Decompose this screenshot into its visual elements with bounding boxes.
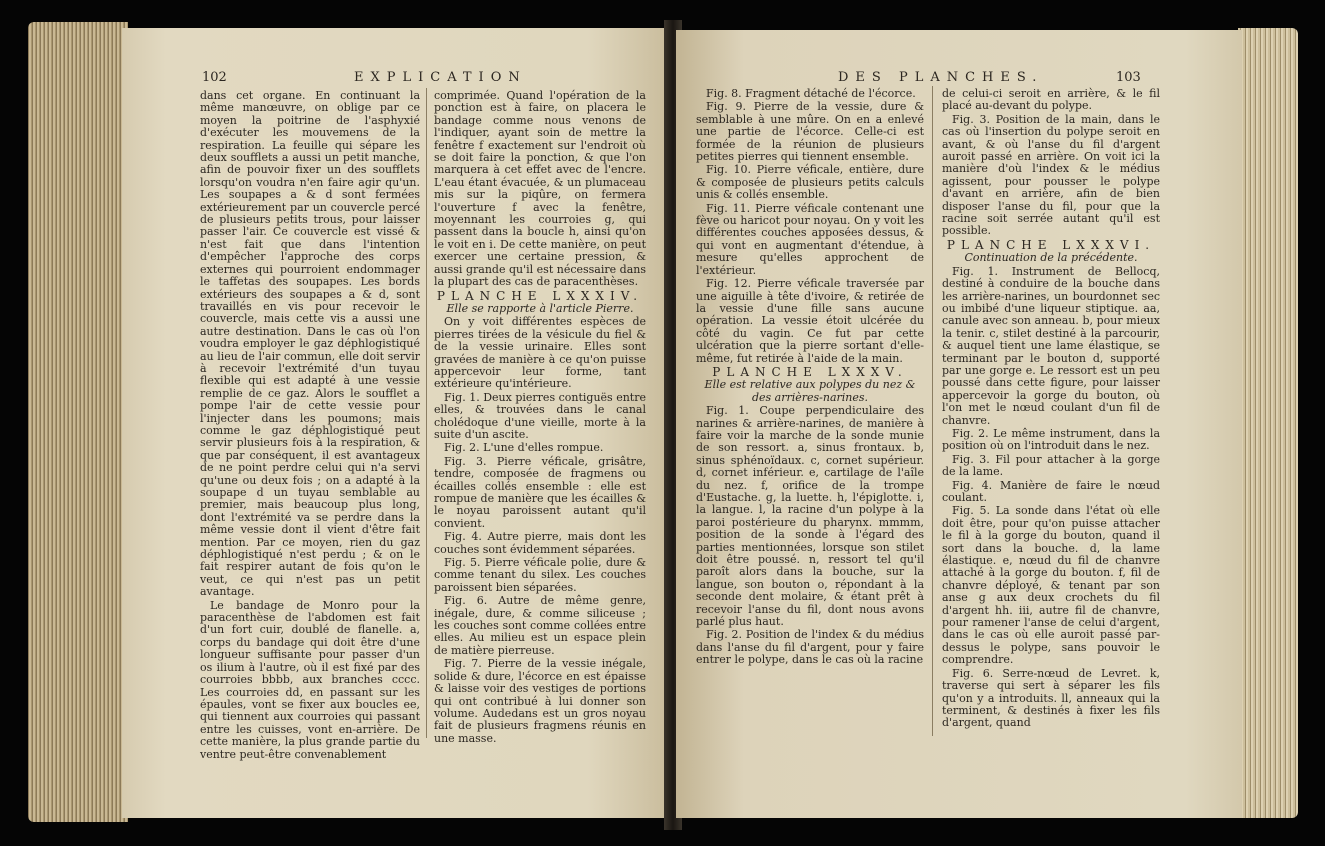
right-page <box>676 30 1242 818</box>
figure-entry: Fig. 5. Pierre véficale polie, dure & comme tenant du silex. Les couches paroissent bien séparées. <box>434 556 646 594</box>
figure-entry: Fig. 11. Pierre véficale contenant une fève ou haricot pour noyau. On y voit les différentes couches apposées dessus, & qui vont en augmentant d'étendue, à mesure qu'elles approchent de l'extérieur. <box>696 201 924 277</box>
figure-entry: Fig. 4. Manière de faire le nœud coulant. <box>942 478 1160 504</box>
column-rule <box>426 88 427 738</box>
figure-entry: Fig. 1. Coupe perpendiculaire des narines & arrière-narines, de manière à faire voir la marche de la sonde munie de son ressort. a, sinus frontaux. b, sinus sphénoïdaux. c, cornet supérieur. d, cornet inférieur. e, cartilage de l'aîle du nez. f, orifice de la trompe d'Eustache. g, la luette. h, l'épiglotte. i, la langue. l, la racine d'un polype à la paroi postérieure du pharynx. mmmm, position de la sonde à l'égard des parties mentionnées, lorsque son stilet doit être poussé. n, ressort tel qu'il paroît alors dans la bouche, sur la langue, son bouton o, répondant à la seconde dent molaire, & étant prêt à recevoir l'anse du fil, dont nous avons parlé plus haut. <box>696 404 924 629</box>
figure-entry: Fig. 12. Pierre véficale traversée par une aiguille à tête d'ivoire, & retirée de la vessie d'une fille sans aucune opération. La vessie étoit ulcérée du côté du vagin. Ce fut par cette ulcération que la pierre sortant d'elle-même, fut retirée à l'aide de la main. <box>696 277 924 365</box>
page-number: 103 <box>1116 70 1141 85</box>
figure-entry: Fig. 10. Pierre véficale, entière, dure & composée de plusieurs petits calculs unis & collés ensemble. <box>696 163 924 202</box>
figure-entry: Fig. 2. Position de l'index & du médius dans l'anse du fil d'argent, pour y faire entrer le polype, dans le cas où la racine <box>696 628 924 667</box>
paragraph: Le bandage de Monro pour la paracenthèse de l'abdomen est fait d'un fort cuir, doublé de flanelle. a, corps du bandage qui doit être d'une longueur suffisante pour passer d'un os ilium à l'autre, où il est fixé par des courroies bbbb, aux branches cccc. Les courroies dd, en passant sur les épaules, vont se fixer aux boucles ee, qui tiennent aux courroies qui passant entre les cuisses, vont en-arrière. De cette manière, la plus grande partie du ventre peut-être convenablement <box>200 598 420 761</box>
paragraph: comprimée. Quand l'opération de la ponction est à faire, on placera le bandage comme nous venons de l'indiquer, ayant soin de mettre la fenêtre f exactement sur l'endroit où se doit faire la ponction, & que l'on marquera à cet effet avec de l'encre. L'eau étant évacuée, & un plumaceau mis sur la piqûre, on fermera l'ouverture f avec la fenêtre, moyennant les courroies g, qui passent dans la boucle h, ainsi qu'on le voit en i. De cette manière, on peut exercer une certaine pression, & aussi grande qu'il est nécessaire dans la plupart des cas de paracenthèses. <box>434 89 646 289</box>
plate-subtitle: Elle est relative aux polypes du nez & des arrières-narines. <box>704 378 916 404</box>
figure-entry: Fig. 6. Autre de même genre, inégale, dure, & comme siliceuse ; les couches sont comme collées entre elles. Au milieu est un espace plein de matière pierreuse. <box>434 594 646 657</box>
left-page-column-2 <box>434 90 646 746</box>
left-page <box>122 28 670 818</box>
figure-entry: Fig. 8. Fragment détaché de l'écorce. <box>706 87 916 100</box>
figure-entry: Fig. 3. Position de la main, dans le cas où l'insertion du polype seroit en avant, & où l'anse du fil d'argent auroit passé en arrière. On voit ici la manière d'où l'index & le médius agissent, pour pousser le polype d'avant en arrière, afin de bien disposer l'anse du fil, pour que la racine soit serrée autant qu'il est possible. <box>942 112 1160 238</box>
figure-entry: Fig. 1. Instrument de Bellocq, destiné à conduire de la bouche dans les arrière-narines, un bourdonnet sec ou imbibé d'une liqueur stiptique. aa, canule avec son anneau. b, pour mieux la tenir. c, stilet destiné à la parcourir, & auquel tient une lame élastique, se terminant par le bouton d, supporté par une gorge e. Le ressort est un peu poussé dans cette figure, pour laisser appercevoir la gorge du bouton, où l'on met le nœud coulant d'un fil de chanvre. <box>942 264 1160 427</box>
figure-entry: Fig. 7. Pierre de la vessie inégale, solide & dure, l'écorce en est épaisse & laisse voir des vestiges de portions qui ont contribué à lui donner son volume. Audedans est un gros noyau fait de plusieurs fragmens réunis en une masse. <box>434 657 646 745</box>
plate-title: PLANCHE LXXXIV. <box>436 288 644 303</box>
figure-entry: Fig. 2. L'une d'elles rompue. <box>444 441 604 455</box>
book-page-edges-left <box>28 22 128 822</box>
running-head: DES PLANCHES. <box>838 70 1044 85</box>
plate-title: PLANCHE LXXXVI. <box>946 237 1156 252</box>
book-page-edges-right <box>1238 28 1298 818</box>
running-head: EXPLICATION <box>354 70 527 85</box>
figure-entry: Fig. 1. Deux pierres contiguës entre elles, & trouvées dans le canal cholédoque d'une vieille, morte à la suite d'un ascite. <box>434 390 646 441</box>
paragraph: On y voit différentes espèces de pierres tirées de la vésicule du fiel & de la vessie urinaire. Elles sont gravées de manière à ce qu'on puisse appercevoir leur forme, tant extérieure qu'intérieure. <box>434 315 646 391</box>
plate-subtitle: Continuation de la précédente. <box>964 251 1138 265</box>
paragraph: dans cet organe. En continuant la même manœuvre, on oblige par ce moyen la poitrine de l'asphyxié d'exécuter les mouvemens de la respiration. La feuille qui sépare les deux soufflets a aussi un petit manche, afin de pouvoir fixer un des soufflets lorsqu'on voudra n'en faire agir qu'un. Les soupapes a & d sont fermées extérieurement par un couvercle percé de plusieurs petits trous, pour laisser passer l'air. Ce couvercle est vissé & n'est fait que dans l'intention d'empêcher l'approche des corps externes qui pourroient endommager le taffetas des soupapes. Les bords extérieurs des soupapes a & d, sont travaillés en vis pour recevoir le couvercle, mais cette vis a aussi une autre destination. Dans le cas où l'on voudra employer le gaz déphlogistiqué au lieu de l'air commun, elle doit servir à recevoir l'extrémité d'un tuyau flexible qui est adapté à une vessie remplie de ce gaz. Alors le soufflet a pompe l'air de cette vessie pour l'injecter dans les poumons; mais comme le gaz déphlogistiqué peut servir plusieurs fois à la respiration, & que par conséquent, il est avantageux de ne point perdre celui qui n'a servi qu'une ou deux fois ; on a adapté à la soupape d un tuyau semblable au premier, mais beaucoup plus long, dont l'extrémité va se perdre dans la même vessie dont il vient d'être fait mention. Par ce moyen, rien du gaz déphlogistiqué n'est perdu ; & on le fait respirer autant de fois qu'on le veut, ce qui n'est pas un petit avantage. <box>200 89 420 599</box>
figure-entry: Fig. 3. Pierre véficale, grisâtre, tendre, composée de fragmens ou écailles collés ensemble : elle est rompue de manière que les écailles & le noyau paroissent autant qu'il convient. <box>434 454 646 530</box>
column-rule <box>932 86 933 736</box>
figure-entry: Fig. 5. La sonde dans l'état où elle doit être, pour qu'on puisse attacher le fil à la gorge du bouton, quand il sort dans la bouche. d, la lame élastique. e, nœud du fil de chanvre attaché à la gorge du bouton. f, fil de chanvre déployé, & tenant par son anse g aux deux crochets du fil d'argent hh. iii, autre fil de chanvre, pour ramener l'anse de celui d'argent, dans le cas où elle auroit passé par-dessus le polype, sans pouvoir le comprendre. <box>942 504 1160 667</box>
figure-entry: Fig. 3. Fil pour attacher à la gorge de la lame. <box>942 452 1160 479</box>
figure-entry: Fig. 6. Serre-nœud de Levret. k, traverse qui sert à séparer les fils qu'on y a introduits. ll, anneaux qui la terminent, & destinés à fixer les fils d'argent, quand <box>942 666 1160 730</box>
plate-subtitle: Elle se rapporte à l'article Pierre. <box>446 301 634 315</box>
right-page-column-1 <box>696 88 924 668</box>
figure-entry: Fig. 2. Le même instrument, dans la position où on l'introduit dans le nez. <box>942 426 1160 453</box>
page-number: 102 <box>202 70 227 85</box>
figure-entry: Fig. 4. Autre pierre, mais dont les couches sont évidemment séparées. <box>434 530 646 556</box>
figure-entry: Fig. 9. Pierre de la vessie, dure & semblable à une mûre. On en a enlevé une partie de l'écorce. Celle-ci est formée de la réunion de plusieurs petites pierres qui tiennent ensemble. <box>696 100 924 164</box>
left-page-column-1 <box>200 90 420 762</box>
plate-title: PLANCHE LXXXV. <box>712 364 908 379</box>
paragraph: de celui-ci seroit en arrière, & le fil placé au-devant du polype. <box>942 87 1160 113</box>
right-page-column-2 <box>942 88 1160 731</box>
